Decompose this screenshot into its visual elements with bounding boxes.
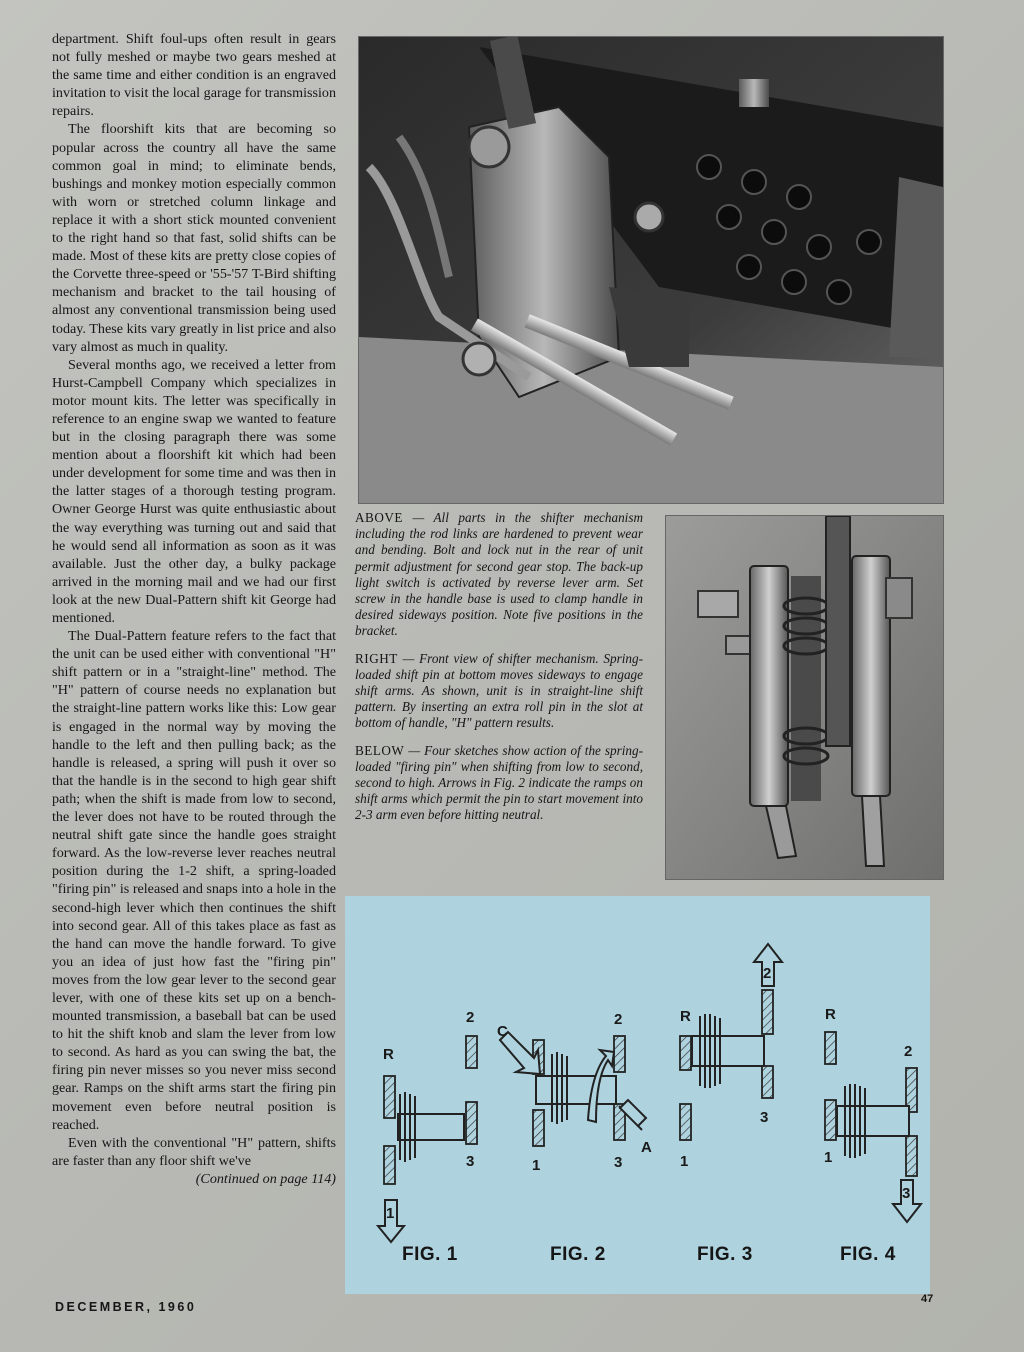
paragraph: department. Shift foul-ups often result in gears not fully meshed or maybe two gears meshed at the same time and either condition is an engraved invitation to visit the local garage for transmission repairs. [52, 31, 336, 120]
fig3-mark-r: R [680, 1008, 691, 1025]
fig3-mark-1: 1 [680, 1153, 689, 1170]
fig1-mark-3: 3 [466, 1153, 475, 1170]
fig2-mark-3: 3 [614, 1154, 623, 1171]
fig2-mark-2: 2 [614, 1011, 623, 1028]
caption-text: — Four sketches show action of the spring-loaded "firing pin" when shifting from low to second, second to high. Arrows in Fig. 2 indicate the ramps on shift arms which permit the pin to start movement into 2-3 arm even before hitting neutral. [355, 742, 643, 823]
paragraph: Several months ago, we received a letter from Hurst-Campbell Company which specializes in motor mount kits. The letter was specifically in reference to an engine swap we wanted to feature but in the closing paragraph there was some mention about a floorshift kit which had been under development for some time and was then in the latter stages of a thorough testing program. Owner George Hurst was quite enthusiastic about the way everything was turning out and said that he would send all information as soon as it was available. Just the other day, a bulky package arrived in the morning mail and we had our first look at the new Dual-Pattern shift kit George had mentioned. [52, 356, 336, 626]
fig4-label: FIG. 4 [840, 1244, 896, 1265]
shifter-front-illustration [666, 516, 943, 879]
fig1-mark-r: R [383, 1046, 394, 1063]
paragraph: Even with the conventional "H" pattern, shifts are faster than any floor shift we've [52, 1134, 336, 1169]
paragraph: The Dual-Pattern feature refers to the fact that the unit can be used either with conventional "H" shift pattern or in a "straight-line" method. The "H" pattern of course needs no explanation but the straight-line pattern works like this: Low gear is engaged in the normal way by moving the handle to the left and then pulling back; as the handle is released, a spring will push it over so that the handle is in the second to high gear shift path; when the shift is made from low to second, the lever does not have to be routed through the neutral shift gate since the handle goes straight forward. As the low-reverse lever reaches neutral position during the 1-2 shift, a spring-loaded "firing pin" is released and snaps into a hole in the second-high lever which then continues the shift into second gear. All of this takes place as fast as the hand can move the handle forward. To give you an idea of just how fast the "firing pin" moves from the low gear lever to the second gear lever, with one of these kits set up on a bench-mounted transmission, a baseball bat can be used to hit the shift knob and slam the lever from low to second. As hard as you can swing the bat, the firing pin never misses so you never miss second gear. Ramps on the shift arms start the firing pin movement even before neutral position is reached. [52, 628, 336, 1133]
shifter-photo-front [665, 515, 944, 880]
caption-text: — All parts in the shifter mechanism including the rod links are hardened to prevent wear and bending. Bolt and lock nut in the rear of unit permit adjustment for second gear stop. The back-up light switch is activated by reverse lever arm. Set screw in the handle base is used to clamp handle in desired sideways position. Note five positions in the bracket. [355, 510, 643, 639]
fig4-mark-r: R [825, 1006, 836, 1023]
fig2-label: FIG. 2 [550, 1244, 606, 1265]
fig4-mark-1: 1 [824, 1149, 833, 1166]
shifter-photo-illustration [359, 37, 943, 503]
caption-below [355, 743, 643, 824]
photo-captions [355, 510, 643, 835]
fig4-mark-2: 2 [904, 1043, 913, 1060]
caption-lead: BELOW [355, 742, 405, 758]
shift-sketches [345, 896, 930, 1294]
fig3-mark-2: 2 [763, 965, 772, 982]
fig4-mark-3: 3 [902, 1185, 911, 1202]
fig1-mark-2: 2 [466, 1009, 475, 1026]
caption-above [355, 510, 643, 640]
fig1-mark-1: 1 [386, 1205, 395, 1222]
fig1-label: FIG. 1 [402, 1244, 458, 1265]
article-body [52, 30, 336, 1188]
fig3-label: FIG. 3 [697, 1244, 753, 1265]
fig2-mark-1: 1 [532, 1157, 541, 1174]
continued-note: (Continued on page 114) [195, 1170, 336, 1187]
page-number: 47 [921, 1293, 934, 1305]
paragraph: The floorshift kits that are becoming so popular across the country all have the same common goal in mind; to eliminate bends, bushings and monkey motion especially common with worn or stretched column linkage and replace it with a short stick mounted convenient to the right hand so that fast, solid shifts can be made. Most of these kits are pretty close copies of the Corvette three-speed or '55-'57 T-Bird shifting mechanism and bracket to the tail housing of almost any conventional transmission being used today. These kits vary greatly in list price and also vary almost as much in quality. [52, 121, 336, 355]
issue-date: DECEMBER, 1960 [55, 1300, 197, 1314]
fig2-mark-c: C [497, 1023, 508, 1040]
caption-lead: ABOVE [355, 510, 403, 525]
caption-lead: RIGHT [355, 650, 398, 666]
fig2-mark-a: A [641, 1139, 652, 1156]
caption-right [355, 651, 643, 732]
caption-text: — Front view of shifter mechanism. Spring-loaded shift pin at bottom moves sideways to engage shift arms. As shown, unit is in straight-line shift pattern. By inserting an extra roll pin in the slot at bottom of handle, "H" pattern results. [355, 650, 643, 731]
fig3-mark-3: 3 [760, 1109, 769, 1126]
figures-panel [345, 896, 930, 1294]
shifter-photo-top [358, 36, 944, 504]
